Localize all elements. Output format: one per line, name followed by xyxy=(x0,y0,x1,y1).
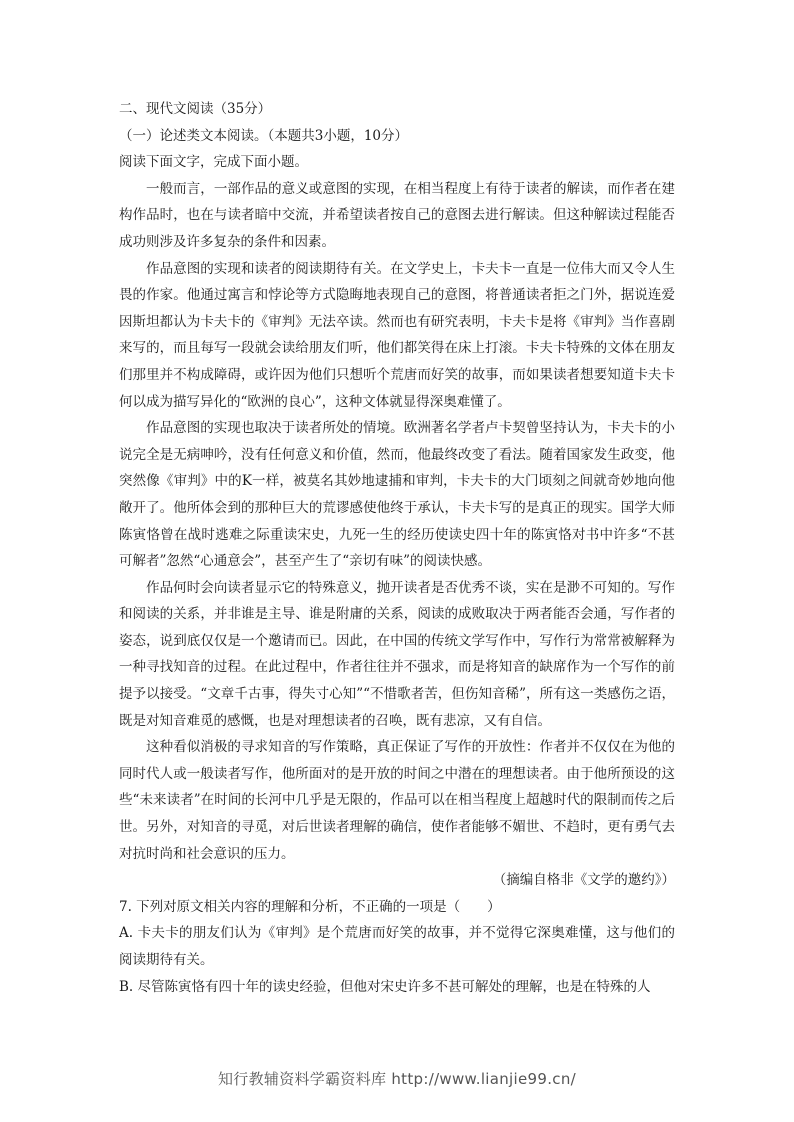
document-body xyxy=(119,96,675,1000)
paragraph-4: 作品何时会向读者显示它的特殊意义，抛开读者是否优秀不谈，实在是渺不可知的。写作和阅读的关系，并非谁是主导、谁是附庸的关系，阅读的成败取决于两者能否会通，写作者的姿态，说到底仅仅是一个邀请而已。因此，在中国的传统文学写作中，写作行为常常被解释为一种寻找知音的过程。在此过程中，作者往往并不强求，而是将知音的缺席作为一个写作的前提予以接受。“文章千古事，得失寸心知”“不惜歌者苦，但伤知音稀”，所有这一类感伤之语，既是对知音难觅的感慨，也是对理想读者的召唤，既有悲凉，又有自信。 xyxy=(119,579,675,729)
footer-watermark: 知行教辅资料学霸资料库 http://www.lianjie99.cn/ xyxy=(218,1070,576,1088)
instruction: 阅读下面文字，完成下面小题。 xyxy=(119,154,308,171)
option-b: B. 尽管陈寅恪有四十年的读史经验，但他对宋史许多不甚可解处的理解，也是在特殊的人 xyxy=(119,978,651,995)
question-stem: 7. 下列对原文相关内容的理解和分析，不正确的一项是（ ） xyxy=(119,898,501,915)
paragraph-1: 一般而言，一部作品的意义或意图的实现，在相当程度上有待于读者的解读，而作者在建构作品时，也在与读者暗中交流，并希望读者按自己的意图去进行解读。但这种解读过程能否成功则涉及许多复杂的条件和因素。 xyxy=(119,180,675,250)
paragraph-3: 作品意图的实现也取决于读者所处的情境。欧洲著名学者卢卡契曾坚持认为，卡夫卡的小说完全是无病呻吟，没有任何意义和价值，然而，他最终改变了看法。随着国家发生政变，他突然像《审判》中的K一样，被莫名其妙地逮捕和审判，卡夫卡的大门顷刻之间就奇妙地向他敞开了。他所体会到的那种巨大的荒谬感使他终于承认，卡夫卡写的是真正的现实。国学大师陈寅恪曾在战时逃难之际重读宋史，九死一生的经历使读史四十年的陈寅恪对书中许多“不甚可解者”忽然“心通意会”，甚至产生了“亲切有味”的阅读快感。 xyxy=(119,420,675,570)
paragraph-5: 这种看似消极的寻求知音的写作策略，真正保证了写作的开放性：作者并不仅仅在为他的同时代人或一般读者写作，他所面对的是开放的时间之中潜在的理想读者。由于他所预设的这些“未来读者”在时间的长河中几乎是无限的，作品可以在相当程度上超越时代的限制而传之后世。另外，对知音的寻觅，对后世读者理解的确信，使作者能够不媚世、不趋时，更有勇气去对抗时尚和社会意识的压力。 xyxy=(119,739,675,862)
source-citation: （摘编自格非《文学的邀约》） xyxy=(492,872,675,889)
option-a: A. 卡夫卡的朋友们认为《审判》是个荒唐而好笑的故事，并不觉得它深奥难懂，这与他们的阅读期待有关。 xyxy=(119,925,675,968)
section-heading: 二、现代文阅读（35分） xyxy=(119,101,272,117)
paragraph-2: 作品意图的实现和读者的阅读期待有关。在文学史上，卡夫卡一直是一位伟大而又令人生畏的作家。他通过寓言和悖论等方式隐晦地表现自己的意图，将普通读者拒之门外，据说连爱因斯坦都认为卡夫卡的《审判》无法卒读。然而也有研究表明，卡夫卡是将《审判》当作喜剧来写的，而且每写一段就会读给朋友们听，他们都笑得在床上打滚。卡夫卡特殊的文体在朋友们那里并不构成障碍，或许因为他们只想听个荒唐而好笑的故事，而如果读者想要知道卡夫卡何以成为描写异化的“欧洲的良心”，这种文体就显得深奥难懂了。 xyxy=(119,260,675,410)
subsection-heading: （一）论述类文本阅读。（本题共3小题，10分） xyxy=(119,127,409,144)
